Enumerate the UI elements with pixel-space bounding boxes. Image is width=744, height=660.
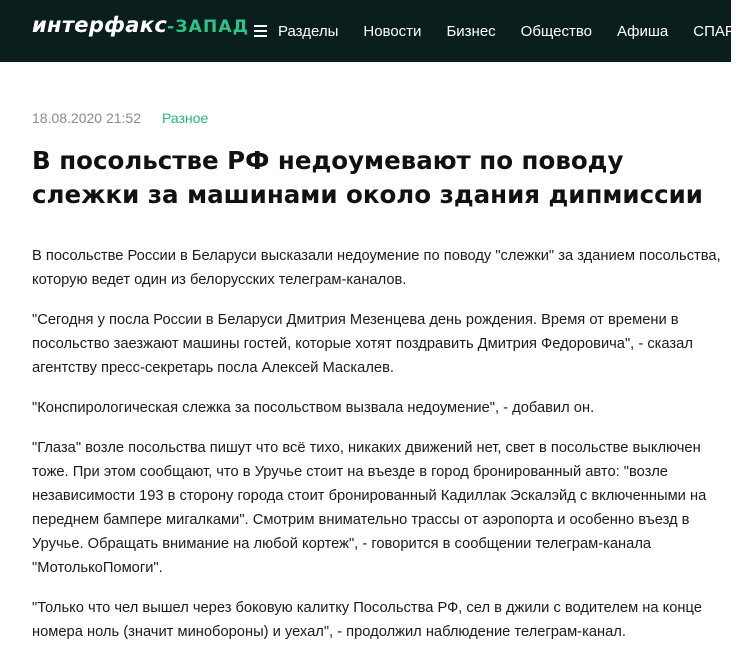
menu-icon[interactable]: [254, 25, 267, 37]
article-paragraph: В посольстве России в Беларуси высказали недоумение по поводу "слежки" за зданием посольства, которую ведет один из белорусских телеграм-каналов.: [32, 248, 721, 288]
nav-item-news[interactable]: Новости: [363, 22, 422, 40]
nav-item-spark[interactable]: СПАРК: [693, 22, 744, 40]
article-rubric-link[interactable]: Разное: [162, 110, 209, 126]
logo-region-text: -ЗАПАД: [167, 17, 250, 37]
article-paragraph: "Глаза" возле посольства пишут что всё тихо, никаких движений нет, свет в посольстве выключен тоже. При этом сообщают, что в Уручье стоит на въезде в город бронированный авто: "возле независимости 193 в сторону города стоит бронированный Кадиллак Эскалэйд с включенными на переднем бампере мигалками". Смотрим внимательно трассы от аэропорта и особенно въезд в Уручье. Обращать внимание на любой кортеж", - говорится в сообщении телеграм-канала "МотолькоПомоги".: [32, 440, 707, 576]
article-paragraph: "Конспирологическая слежка за посольством вызвала недоумение", - добавил он.: [32, 400, 595, 416]
nav-item-sections[interactable]: Разделы: [278, 22, 339, 40]
nav-item-business[interactable]: Бизнес: [446, 22, 496, 40]
nav-item-society[interactable]: Общество: [520, 22, 592, 40]
main-nav: [254, 0, 744, 62]
logo-main-text: интерфакс: [32, 13, 168, 37]
article-meta: [32, 110, 208, 126]
article-title: В посольстве РФ недоумевают по поводу слежки за машинами около здания дипмиссии: [32, 146, 703, 209]
article-paragraph: "Сегодня у посла России в Беларуси Дмитрия Мезенцева день рождения. Время от времени в посольство заезжают машины гостей, которые хотят поздравить Дмитрия Федоровича", - сказал агентству пресс-секретарь посла Алексей Маскалев.: [32, 312, 693, 376]
site-header: [0, 0, 744, 62]
article-paragraph: "Только что чел вышел через боковую калитку Посольства РФ, сел в джили с водителем на конце номера ноль (значит минобороны) и уехал", - продолжил наблюдение телеграм-канал.: [32, 600, 702, 640]
nav-item-afisha[interactable]: Афиша: [616, 22, 669, 40]
article-date: 18.08.2020 21:52: [32, 110, 141, 126]
article-body: [32, 244, 726, 660]
site-logo[interactable]: [32, 13, 249, 41]
